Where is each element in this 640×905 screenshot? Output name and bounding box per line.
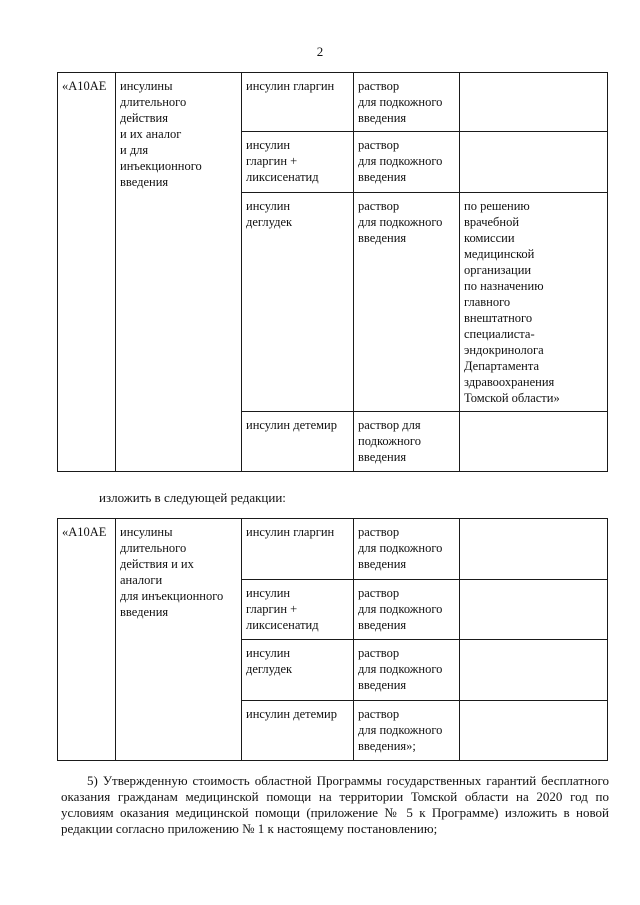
note-cell <box>460 580 608 640</box>
note-cell <box>460 73 608 132</box>
table-row <box>58 73 608 132</box>
note-cell <box>460 132 608 193</box>
drug-group-cell: инсулины длительного действия и их аналог и для инъекционного введения <box>116 73 242 472</box>
drug-name-cell: инсулин гларгин + ликсисенатид <box>242 132 354 193</box>
page-number: 2 <box>316 44 324 59</box>
note-cell <box>460 701 608 761</box>
dosage-form-cell: раствор для подкожного введения <box>354 519 460 580</box>
paragraph-5: 5) Утвержденную стоимость областной Программы государственных гарантий бесплатного оказания гражданам медицинской помощи на территории Томской области на 2020 год по условиям оказания медицинской помощи (приложение № 5 к Программе) изложить в новой редакции согласно приложению № 1 к настоящему постановлению; <box>61 773 609 836</box>
drug-name-cell: инсулин гларгин <box>242 519 354 580</box>
note-cell <box>460 412 608 472</box>
atc-code-cell: «А10АЕ <box>58 73 116 472</box>
note-cell: по решению врачебной комиссии медицинской организации по назначению главного внештатного специалиста- эндокринолога Департамента здравоохранения Томской области» <box>460 193 608 412</box>
dosage-form-cell: раствор для подкожного введения <box>354 412 460 472</box>
atc-code-cell: «А10АЕ <box>58 519 116 761</box>
dosage-form-cell: раствор для подкожного введения <box>354 132 460 193</box>
table-row <box>58 519 608 580</box>
drug-name-cell: инсулин детемир <box>242 412 354 472</box>
dosage-form-cell: раствор для подкожного введения <box>354 580 460 640</box>
dosage-form-cell: раствор для подкожного введения <box>354 193 460 412</box>
note-cell <box>460 640 608 701</box>
dosage-form-cell: раствор для подкожного введения <box>354 640 460 701</box>
drug-name-cell: инсулин гларгин <box>242 73 354 132</box>
drug-name-cell: инсулин деглудек <box>242 640 354 701</box>
drug-name-cell: инсулин гларгин + ликсисенатид <box>242 580 354 640</box>
drug-table-old <box>57 72 608 472</box>
intro-text: изложить в следующей редакции: <box>99 490 286 505</box>
drug-group-cell: инсулины длительного действия и их аналоги для инъекционного введения <box>116 519 242 761</box>
dosage-form-cell: раствор для подкожного введения»; <box>354 701 460 761</box>
dosage-form-cell: раствор для подкожного введения <box>354 73 460 132</box>
drug-table-new <box>57 518 608 761</box>
drug-name-cell: инсулин детемир <box>242 701 354 761</box>
drug-name-cell: инсулин деглудек <box>242 193 354 412</box>
note-cell <box>460 519 608 580</box>
